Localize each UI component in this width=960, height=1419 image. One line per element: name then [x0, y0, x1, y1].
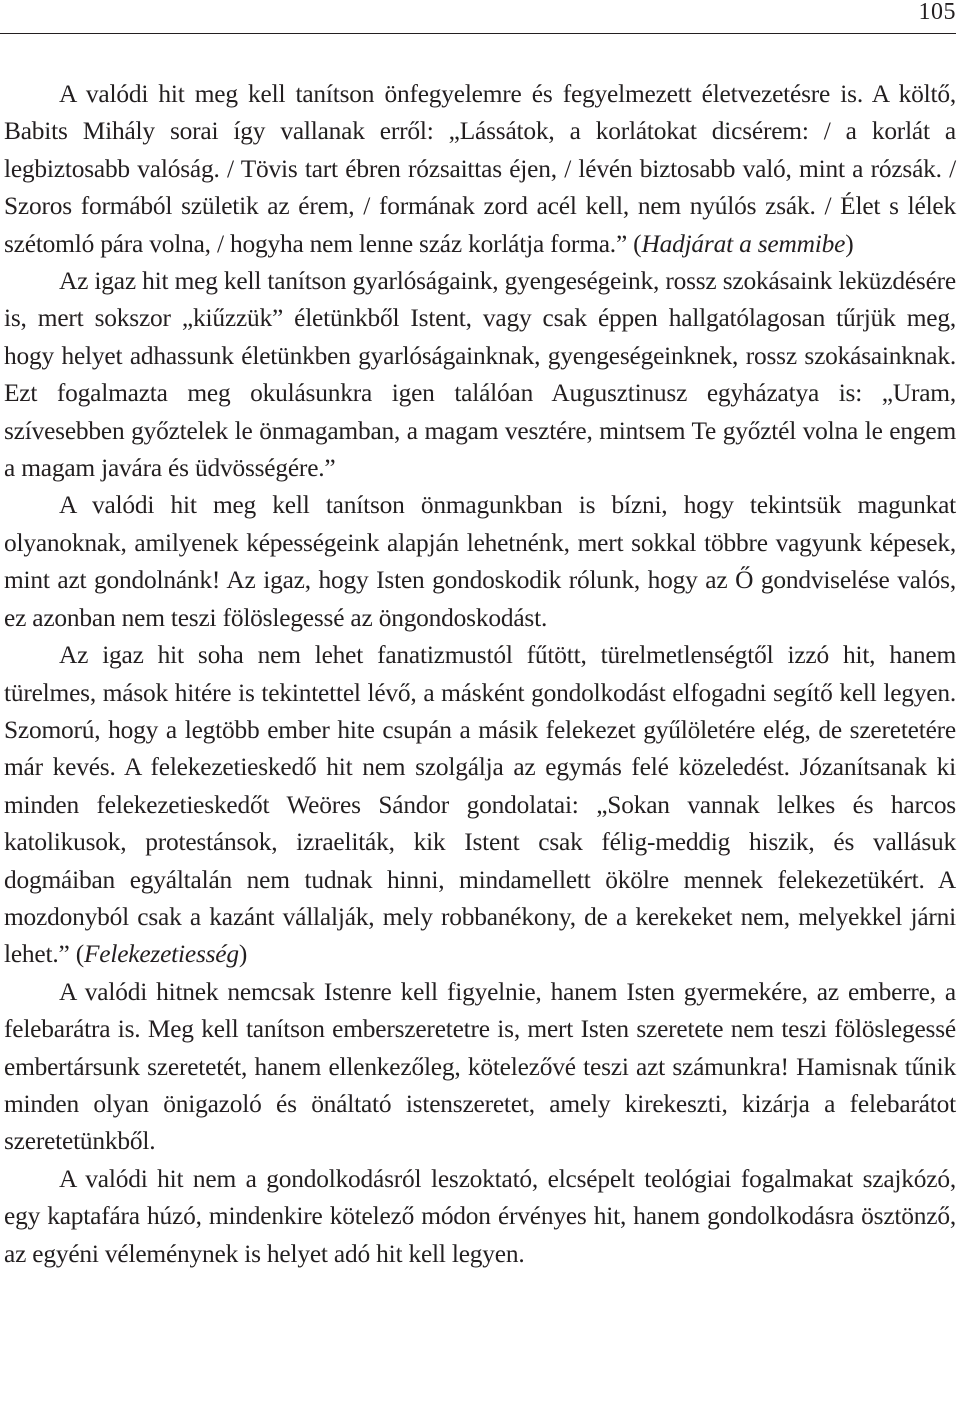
paragraph	[4, 76, 956, 263]
citation-title: Felekezetiesség	[83, 940, 239, 969]
paragraph	[4, 1161, 956, 1273]
page-number: 105	[918, 0, 956, 25]
paragraph-text: Az igaz hit meg kell tanítson gyarlóságaink, gyengeségeink, rossz szokásaink leküzdésére is, mert sokszor „kiűzzük” életünkből Istent, vagy csak éppen hallgatólagosan tűrjük meg, hogy helyet adhassunk életünkben gyarlóságainknak, gyengeségeinknek, rossz szokásainknak. Ezt fogalmazta meg okulásunkra igen találóan Augusztinusz egyházatya is: „Uram, szívesebben győztelek le önmagamban, a magam vesztére, mintsem Te győztél volna le engem a magam javára és üdvösségére.”	[4, 267, 956, 483]
page-header	[0, 0, 956, 34]
paragraph	[4, 974, 956, 1161]
paragraph	[4, 487, 956, 637]
paragraph-text: Az igaz hit soha nem lehet fanatizmustól fűtött, türelmetlenségtől izzó hit, hanem türelmes, mások hitére is tekintettel lévő, a másként gondolkodást elfogadni segítő kell legyen. Szomorú, hogy a legtöbb ember hite csupán a másik felekezet gyűlöletére elég, de szeretetére már kevés. A felekezetieskedő hit nem szolgálja az egymás felé közeledést. Józanítsanak ki minden felekezetieskedőt Weöres Sándor gondolatai: „Sokan vannak lelkes és harcos katolikusok, protestánsok, izraeliták, kik Istent csak félig-meddig hiszik, és vallásuk dogmáiban egyáltalán nem tudnak hinni, mindamellett ökölre mennek felekezetükért. A mozdonyból csak a kazánt vállalják, mely robbanékony, de a kerekeket nem, melyekkel járni lehet.” (	[4, 641, 956, 969]
paragraph	[4, 637, 956, 974]
paragraph-text: A valódi hit nem a gondolkodásról leszoktató, elcsépelt teológiai fogalmakat szajkózó, egy kaptafára húzó, mindenkire kötelező módon érvényes hit, hanem gondolkodásra ösztönző, az egyéni véleménynek is helyet adó hit kell legyen.	[4, 1164, 956, 1268]
paragraph	[4, 263, 956, 487]
paragraph-text: )	[845, 229, 854, 258]
paragraph-text: A valódi hit meg kell tanítson önmagunkban is bízni, hogy tekintsük magunkat olyanoknak, amilyenek képességeink alapján lehetnénk, mert sokkal többre vagyunk képesek, mint azt gondolnánk! Az igaz, hogy Isten gondoskodik rólunk, hogy az Ő gondviselése valós, ez azonban nem teszi fölöslegessé az öngondoskodást.	[4, 491, 956, 632]
body-text	[4, 76, 956, 1273]
paragraph-text: A valódi hit meg kell tanítson önfegyelemre és fegyelmezett életvezetésre is. A költő, Babits Mihály sorai így vallanak erről: „Lássátok, a korlátokat dicsérem: / a korlát a legbiztosabb valóság. / Tövis tart ébren rózsaittas éjen, / lévén biztosabb való, mint a rózsák. / Szoros formából születik az érem, / formának zord acél kell, nem nyúlós zsák. / Élet s lélek szétomló pára volna, / hogyha nem lenne száz korlátja forma.” (	[4, 80, 956, 258]
citation-title: Hadjárat a semmibe	[641, 229, 846, 258]
paragraph-text: A valódi hitnek nemcsak Istenre kell figyelnie, hanem Isten gyermekére, az emberre, a felebarátra is. Meg kell tanítson emberszeretetre is, mert Isten szeretete nem teszi fölöslegessé embertársunk szeretetét, hanem ellenkezőleg, kötelezővé teszi azt számunkra! Hamisnak tűnik minden olyan önigazoló és önáltató istenszeretet, amely kirekeszti, kizárja a felebarátot szeretetünkből.	[4, 977, 956, 1156]
paragraph-text: )	[238, 940, 248, 969]
